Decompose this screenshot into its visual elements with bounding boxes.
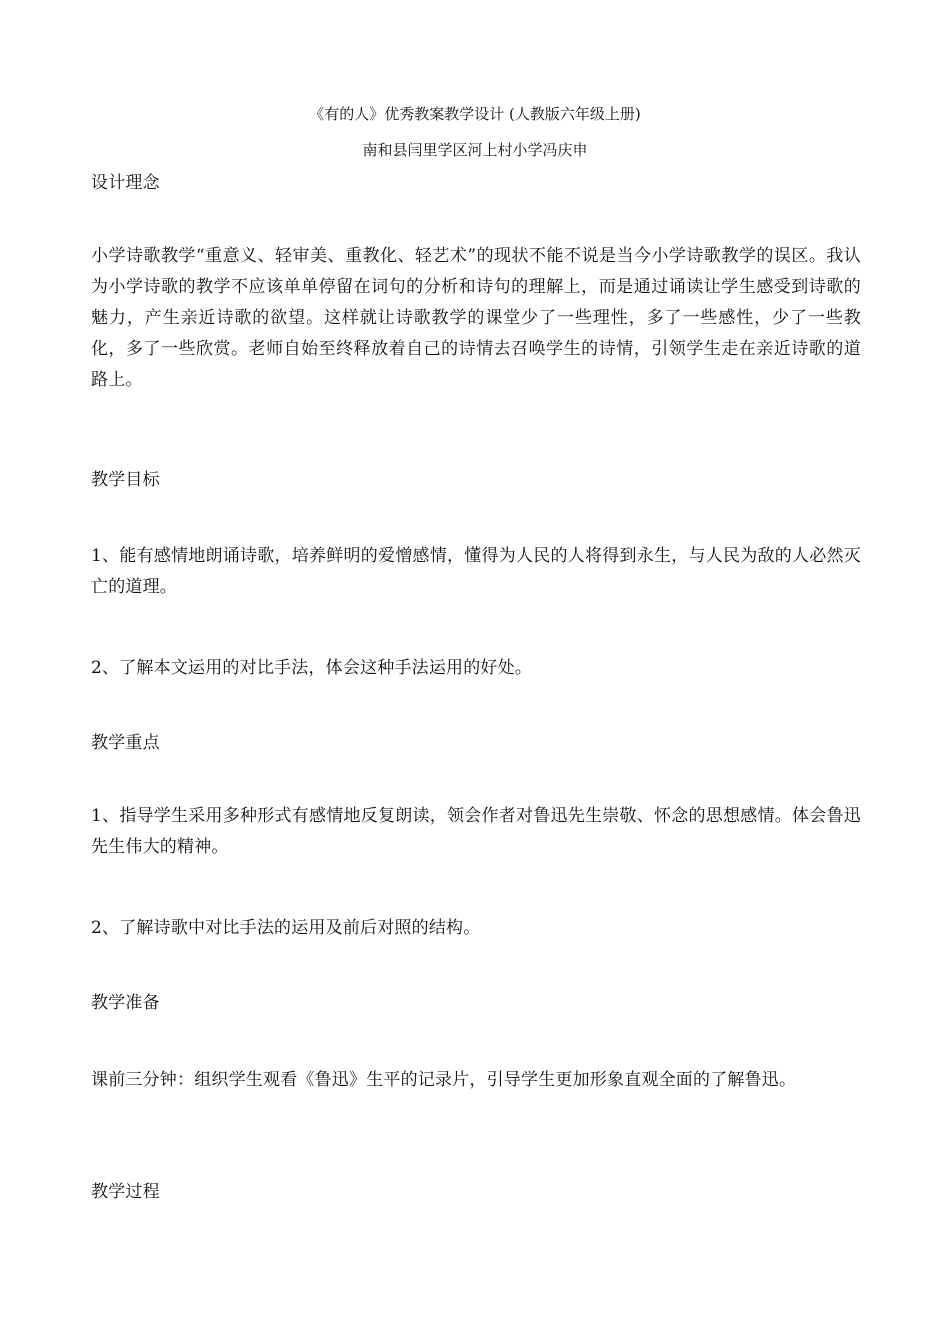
section-heading-design-concept: 设计理念 xyxy=(91,173,160,193)
section-heading-teaching-process: 教学过程 xyxy=(91,1182,160,1202)
section-heading-teaching-focus: 教学重点 xyxy=(91,733,160,753)
document-title: 《有的人》优秀教案教学设计 (人教版六年级上册) xyxy=(309,105,641,123)
paragraph-focus-2: 2、了解诗歌中对比手法的运用及前后对照的结构。 xyxy=(91,918,481,938)
section-heading-teaching-goals: 教学目标 xyxy=(91,470,160,490)
paragraph-focus-1: 1、指导学生采用多种形式有感情地反复朗读，领会作者对鲁迅先生崇敬、怀念的思想感情。体会鲁迅先生伟大的精神。 xyxy=(91,806,861,857)
author-line: 南和县闫里学区河上村小学冯庆申 xyxy=(362,141,588,159)
section-heading-preparation: 教学准备 xyxy=(91,993,160,1013)
paragraph-design-concept: 小学诗歌教学“重意义、轻审美、重教化、轻艺术”的现状不能不说是当今小学诗歌教学的误区。我认为小学诗歌的教学不应该单单停留在词句的分析和诗句的理解上，而是通过诵读让学生感受到诗歌的魅力，产生亲近诗歌的欲望。这样就让诗歌教学的课堂少了一些理性，多了一些感性，少了一些教化，多了一些欣赏。老师自始至终释放着自己的诗情去召唤学生的诗情，引领学生走在亲近诗歌的道路上。 xyxy=(91,246,861,390)
paragraph-preparation: 课前三分钟：组织学生观看《鲁迅》生平的记录片，引导学生更加形象直观全面的了解鲁迅。 xyxy=(91,1070,797,1090)
paragraph-goal-2: 2、了解本文运用的对比手法，体会这种手法运用的好处。 xyxy=(91,658,533,678)
paragraph-goal-1: 1、能有感情地朗诵诗歌，培养鲜明的爱憎感情，懂得为人民的人将得到永生，与人民为敌的人必然灭亡的道理。 xyxy=(91,546,861,597)
